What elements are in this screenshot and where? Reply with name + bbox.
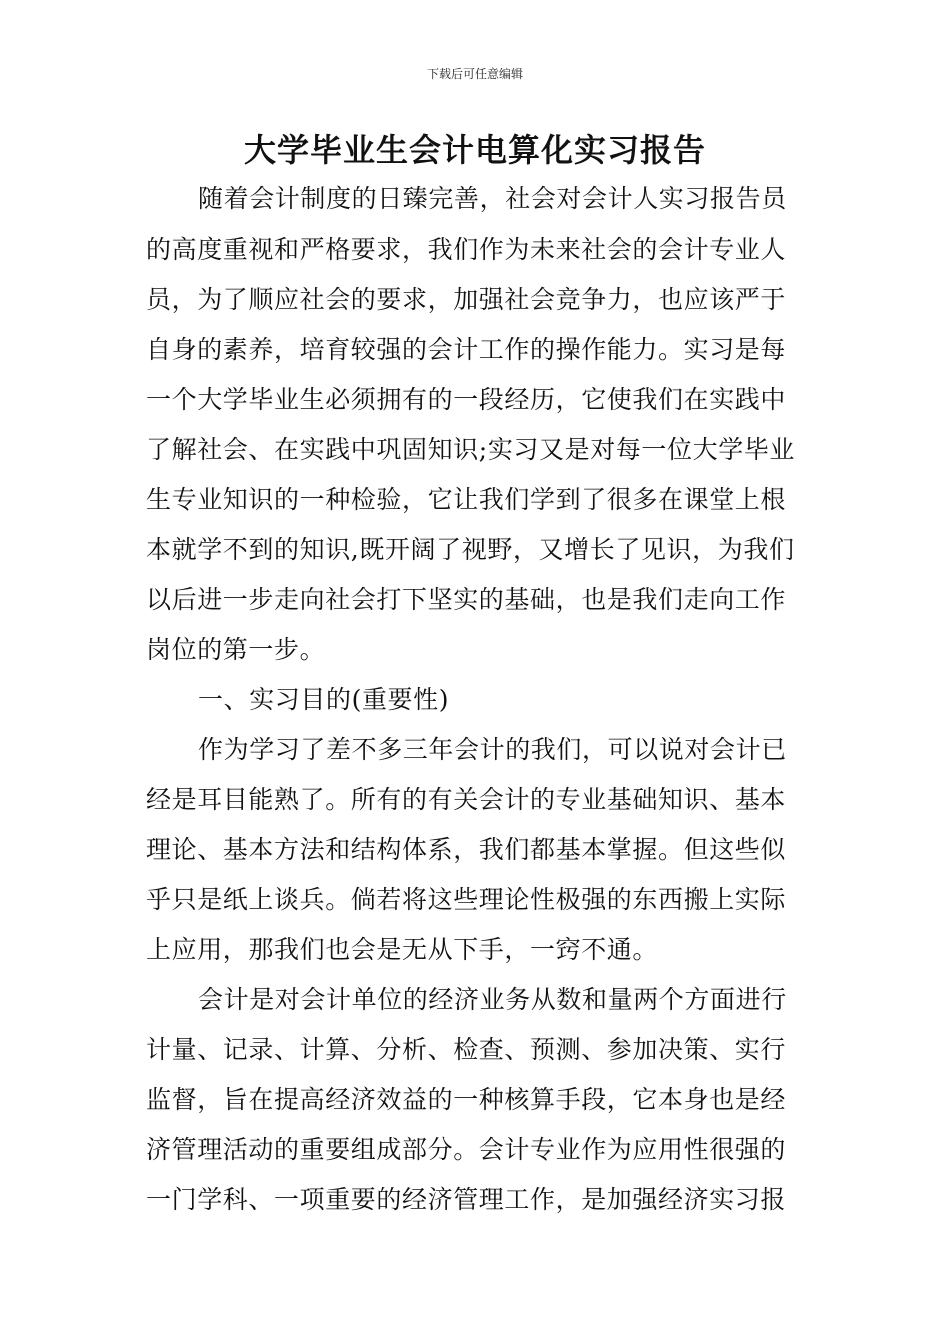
section-heading: 一、实习目的(重要性)	[198, 685, 450, 714]
body-line: 一个大学毕业生必须拥有的一段经历，它使我们在实践中	[146, 385, 787, 414]
body-line: 理论、基本方法和结构体系，我们都基本掌握。但这些似	[146, 835, 787, 864]
body-line: 岗位的第一步。	[146, 635, 326, 664]
body-line: 作为学习了差不多三年会计的我们，可以说对会计已	[198, 735, 787, 764]
body-line: 上应用，那我们也会是无从下手，一窍不通。	[146, 935, 659, 964]
body-line: 随着会计制度的日臻完善，社会对会计人实习报告员	[198, 184, 787, 213]
body-line: 自身的素养，培育较强的会计工作的操作能力。实习是每	[146, 335, 787, 364]
body-line: 了解社会、在实践中巩固知识;实习又是对每一位大学毕业	[146, 435, 796, 464]
body-line: 乎只是纸上谈兵。倘若将这些理论性极强的东西搬上实际	[146, 885, 787, 914]
body-line: 经是耳目能熟了。所有的有关会计的专业基础知识、基本	[146, 785, 787, 814]
document-title: 大学毕业生会计电算化实习报告	[243, 131, 706, 169]
body-line: 生专业知识的一种检验，它让我们学到了很多在课堂上根	[146, 485, 787, 514]
body-line: 监督，旨在提高经济效益的一种核算手段，它本身也是经	[146, 1085, 787, 1114]
body-line: 本就学不到的知识,既开阔了视野，又增长了见识，为我们	[146, 535, 795, 564]
body-line: 的高度重视和严格要求，我们作为未来社会的会计专业人	[146, 235, 787, 264]
body-line: 以后进一步走向社会打下坚实的基础，也是我们走向工作	[146, 585, 787, 614]
body-line: 济管理活动的重要组成部分。会计专业作为应用性很强的	[146, 1135, 787, 1164]
page-header-note: 下载后可任意编辑	[426, 67, 523, 81]
body-line: 一门学科、一项重要的经济管理工作，是加强经济实习报	[146, 1185, 787, 1214]
body-line: 会计是对会计单位的经济业务从数和量两个方面进行	[198, 985, 787, 1014]
body-line: 计量、记录、计算、分析、检查、预测、参加决策、实行	[146, 1035, 787, 1064]
body-line: 员，为了顺应社会的要求，加强社会竞争力，也应该严于	[146, 285, 787, 314]
